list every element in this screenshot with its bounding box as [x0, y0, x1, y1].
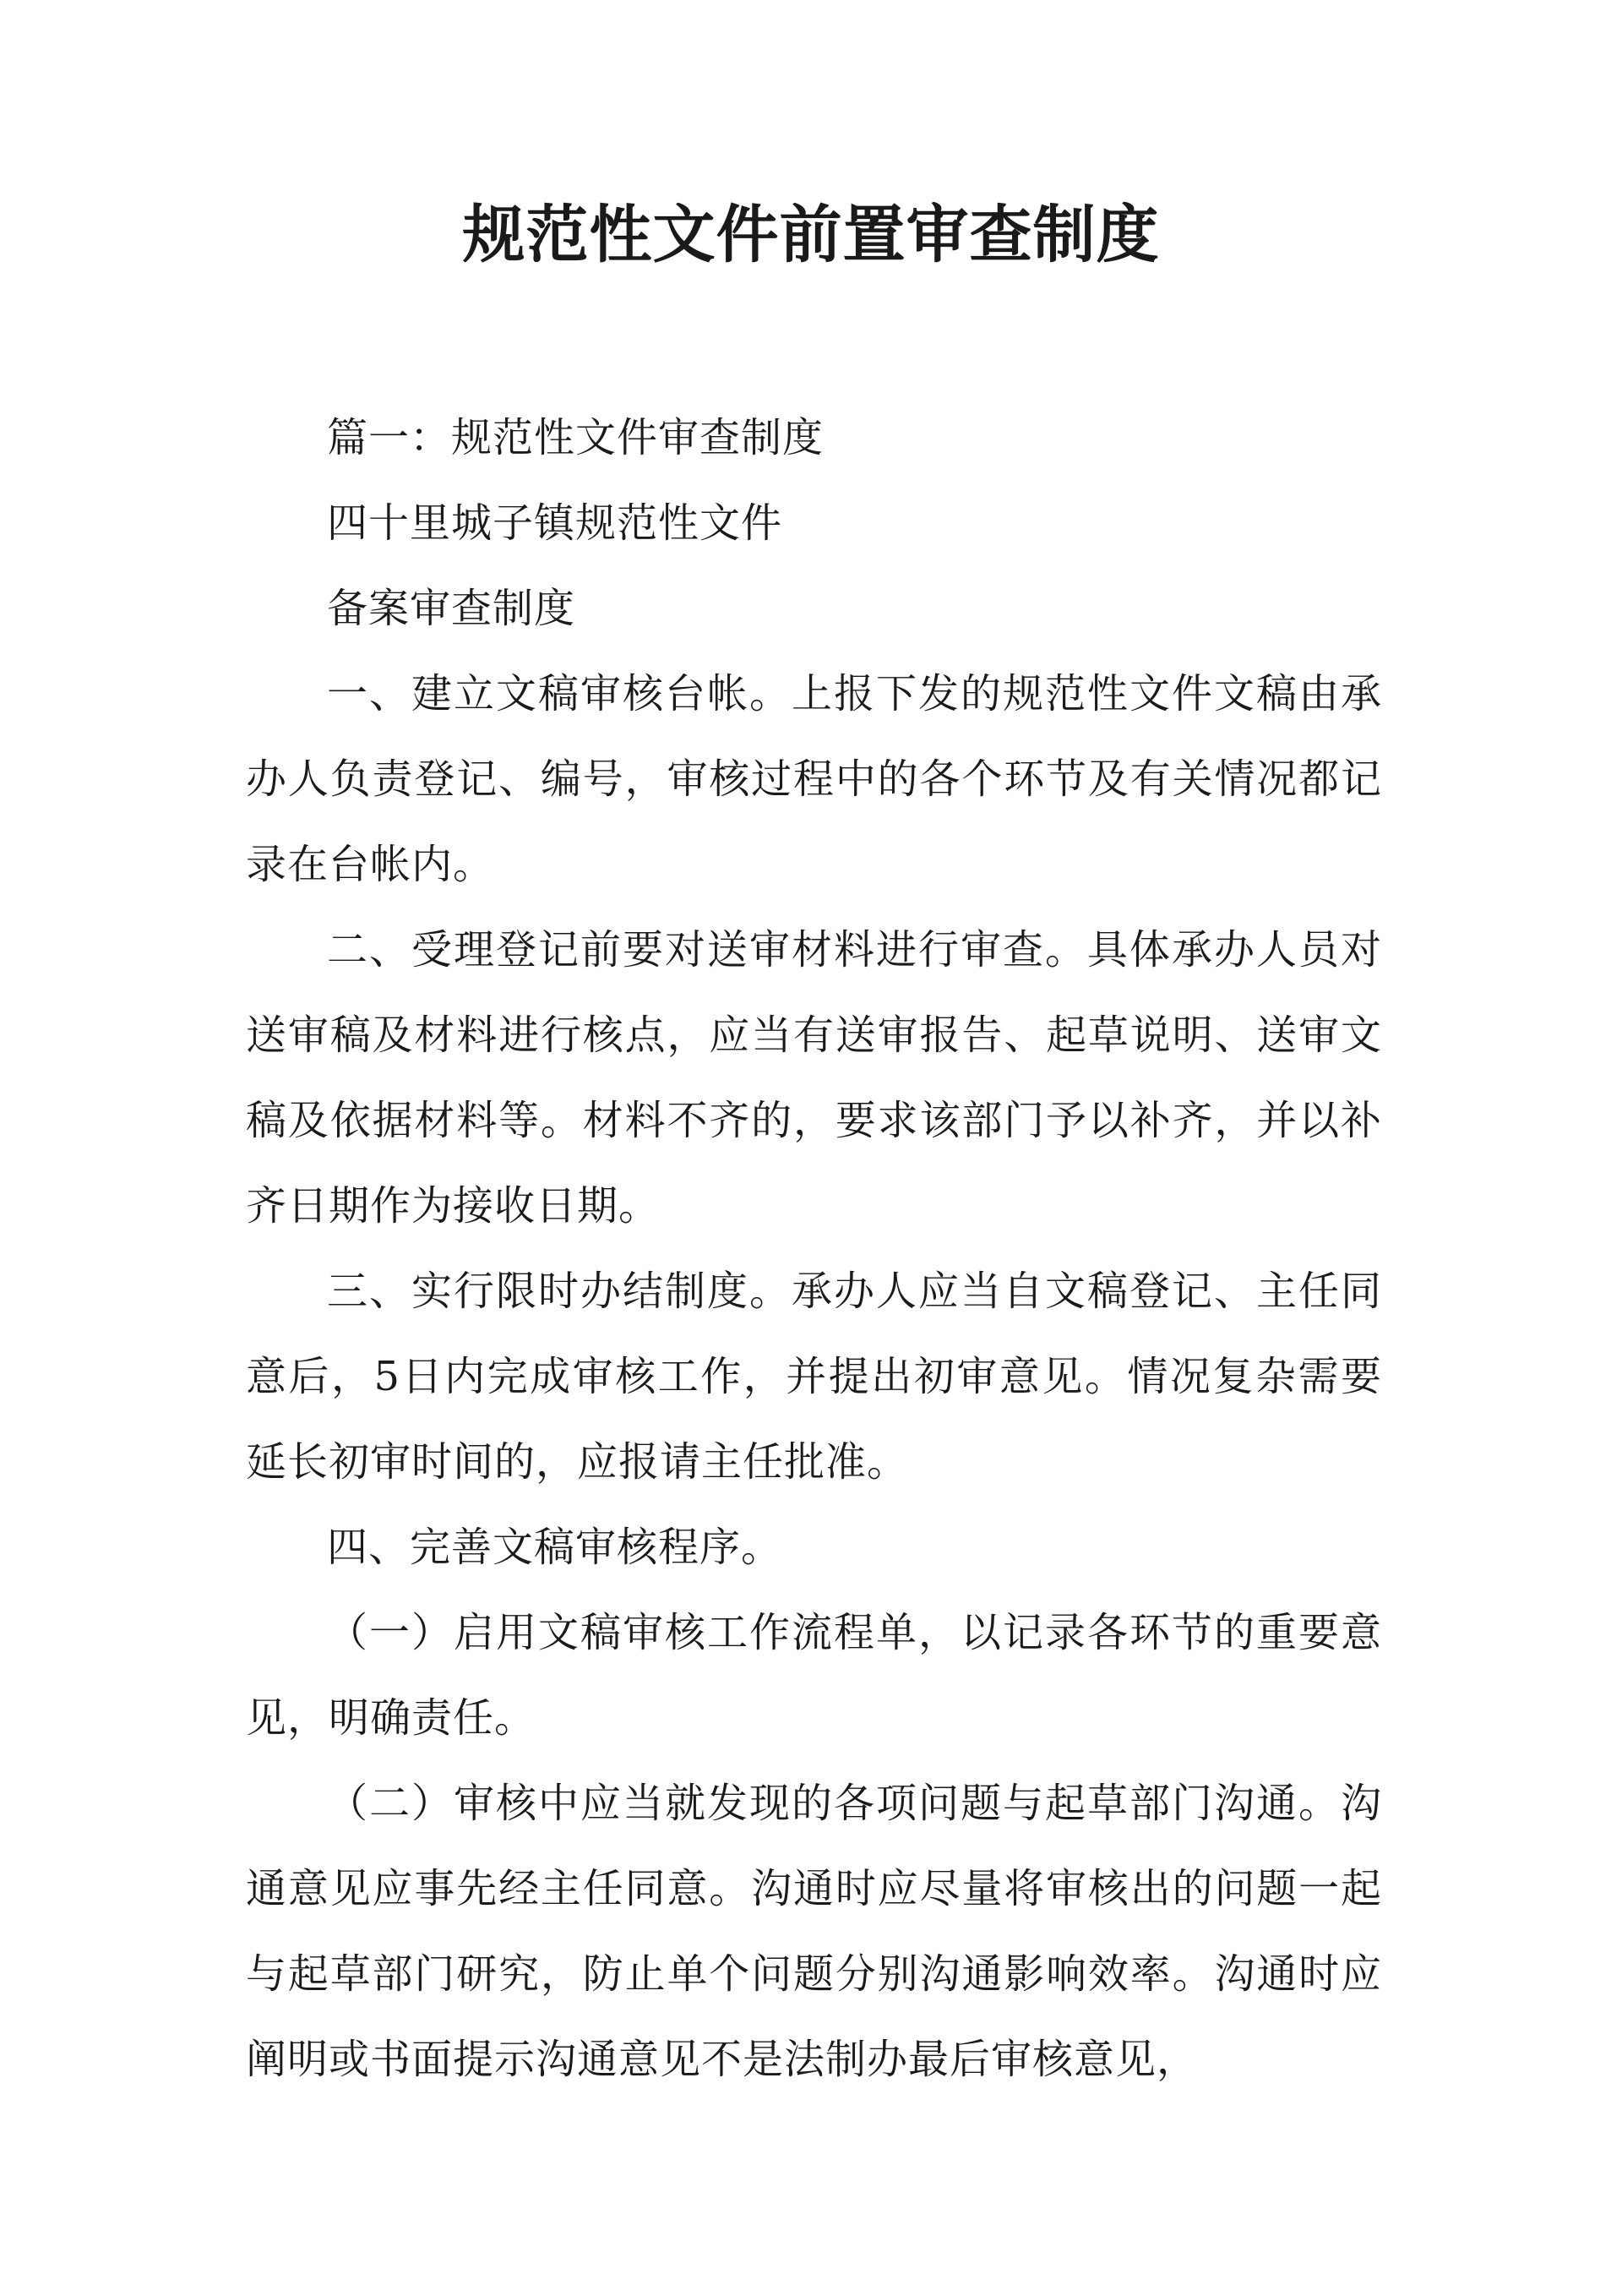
paragraph-item-4-sub-1: （一）启用文稿审核工作流程单，以记录各环节的重要意见，明确责任。: [246, 1609, 1382, 1742]
paragraph-series-heading: 篇一：规范性文件审查制度: [327, 414, 825, 461]
paragraph-item-2: 二、受理登记前要对送审材料进行审查。具体承办人员对送审稿及材料进行核点，应当有送审报告、起草说明、送审文稿及依据材料等。材料不齐的，要求该部门予以补齐，并以补齐日期作为接收日期。: [246, 926, 1382, 1230]
document-title: 规范性文件前置审查制度: [462, 199, 1160, 271]
paragraph-item-4-sub-2: （二）审核中应当就发现的各项问题与起草部门沟通。沟通意见应事先经主任同意。沟通时应尽量将审核出的问题一起与起草部门研究，防止单个问题分别沟通影响效率。沟通时应阐明或书面提示沟通意见不是法制办最后审核意见，: [246, 1780, 1382, 2083]
paragraph-system-name: 备案审查制度: [327, 585, 576, 632]
document-body: [246, 395, 1382, 2102]
paragraph-item-3: 三、实行限时办结制度。承办人应当自文稿登记、主任同意后，5日内完成审核工作，并提出初审意见。情况复杂需要延长初审时间的，应报请主任批准。: [246, 1268, 1382, 1486]
paragraph-town-name: 四十里城子镇规范性文件: [327, 499, 783, 547]
paragraph-item-1: 一、建立文稿审核台帐。上报下发的规范性文件文稿由承办人负责登记、编号，审核过程中的各个环节及有关情况都记录在台帐内。: [246, 670, 1382, 888]
paragraph-item-4: 四、完善文稿审核程序。: [327, 1524, 783, 1571]
